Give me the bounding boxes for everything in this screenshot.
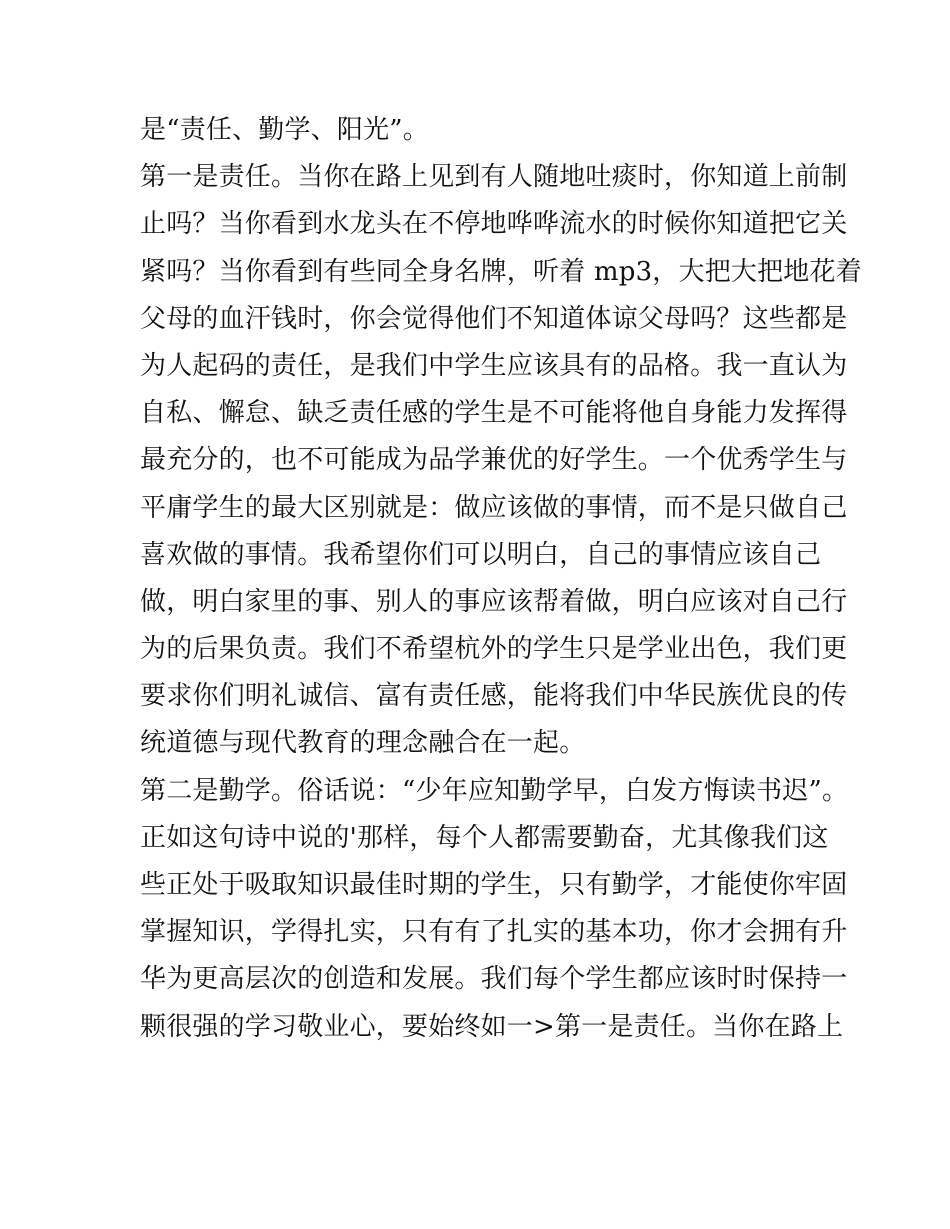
text-line: 些正处于吸取知识最佳时期的学生，只有勤学，才能使你牢固 xyxy=(140,870,848,900)
text-line: 喜欢做的事情。我希望你们可以明白，自己的事情应该自己 xyxy=(140,539,822,570)
text-line: 颗很强的学习敬业心，要始终如一>第一是责任。当你在路上 xyxy=(140,1011,844,1042)
body-text xyxy=(140,107,862,1051)
text-line: 是“责任、勤学、阳光”。 xyxy=(140,115,429,145)
text-line: 为的后果负责。我们不希望杭外的学生只是学业出色，我们更 xyxy=(140,634,848,665)
text-line: 最充分的，也不可能成为品学兼优的好学生。一个优秀学生与 xyxy=(140,445,848,476)
text-line: 为人起码的责任，是我们中学生应该具有的品格。我一直认为 xyxy=(140,350,848,381)
text-line: 紧吗？当你看到有些同全身名牌，听着 mp3，大把大把地花着 xyxy=(140,256,862,287)
text-line: 做，明白家里的事、别人的事应该帮着做，明白应该对自己行 xyxy=(140,586,848,617)
text-line: 自私、懈怠、缺乏责任感的学生是不可能将他自身能力发挥得 xyxy=(140,398,848,429)
text-line: 正如这句诗中说的'那样，每个人都需要勤奋，尤其像我们这 xyxy=(140,822,829,853)
text-line: 止吗？当你看到水龙头在不停地哗哗流水的时候你知道把它关 xyxy=(140,209,848,240)
text-line: 华为更高层次的创造和发展。我们每个学生都应该时时保持一 xyxy=(140,964,848,995)
text-line: 第二是勤学。俗话说：“少年应知勤学早，白发方悔读书迟”。 xyxy=(140,775,849,806)
text-line: 第一是责任。当你在路上见到有人随地吐痰时，你知道上前制 xyxy=(140,162,848,193)
text-line: 平庸学生的最大区别就是：做应该做的事情，而不是只做自己 xyxy=(140,492,848,523)
text-line: 统道德与现代教育的理念融合在一起。 xyxy=(140,728,586,759)
text-line: 父母的血汗钱时，你会觉得他们不知道体谅父母吗？这些都是 xyxy=(140,303,848,334)
text-line: 掌握知识，学得扎实，只有有了扎实的基本功，你才会拥有升 xyxy=(140,917,848,948)
text-line: 要求你们明礼诚信、富有责任感，能将我们中华民族优良的传 xyxy=(140,681,848,712)
